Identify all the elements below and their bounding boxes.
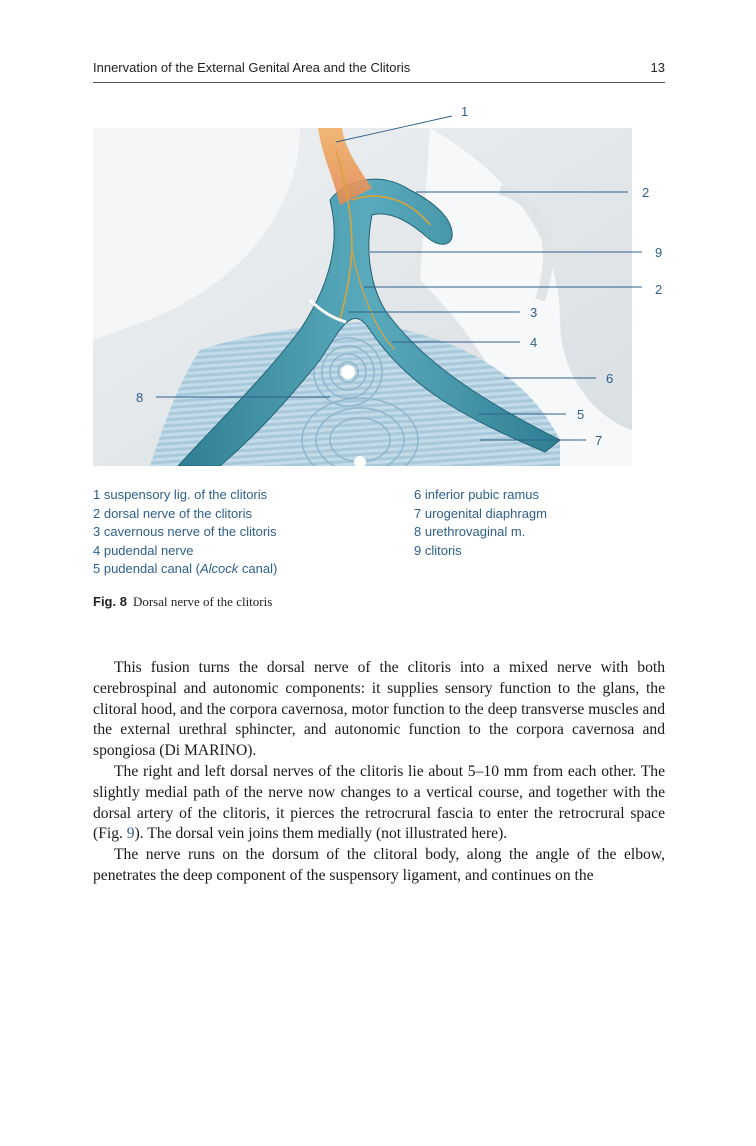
callout-4: 4 (530, 335, 538, 350)
body-text (93, 658, 665, 887)
legend-item-4: 4 pudendal nerve (93, 542, 194, 558)
legend-item-9: 9 clitoris (414, 542, 462, 558)
figure-caption (93, 594, 272, 610)
paragraph-2: The right and left dorsal nerves of the clitoris lie about 5–10 mm from each other. The slightly medial path of the nerve now changes to a vertical course, and together with the dorsal artery of the clitoris, it pierces the retrocrural fascia to enter the retrocrural space (Fig. 9). The dorsal vein joins them medially (not illustrated here). (93, 762, 665, 843)
page-number: 13 (650, 60, 665, 75)
legend-item-5: 5 pudendal canal (Alcock canal) (93, 561, 278, 576)
callout-3: 3 (530, 305, 538, 320)
paragraph-3: The nerve runs on the dorsum of the clitoral body, along the angle of the elbow, penetrates the deep component of the suspensory ligament, and continues on the (93, 846, 665, 884)
figure-number: Fig. 8 (93, 594, 127, 609)
legend-item-1: 1 suspensory lig. of the clitoris (93, 487, 268, 502)
figure-reference-link[interactable]: 9 (126, 825, 135, 843)
legend-item-3: 3 cavernous nerve of the clitoris (93, 524, 277, 539)
callout-2-upper: 2 (642, 185, 650, 200)
figure-legend-right (414, 486, 547, 560)
legend-item-2: 2 dorsal nerve of the clitoris (93, 505, 252, 521)
figure-caption-text: Dorsal nerve of the clitoris (132, 594, 273, 609)
paragraph-1: This fusion turns the dorsal nerve of the clitoris into a mixed nerve with both cerebrospinal and autonomic components: it supplies sensory function to the glans, the clitoral hood, and the corpora cavernosa, motor function to the deep transverse muscles and the external urethral sphincter, and autonomic function to the corpora cavernosa and spongiosa (Di MARINO). (93, 659, 665, 760)
legend-item-6: 6 inferior pubic ramus (414, 487, 539, 502)
callout-7: 7 (595, 433, 603, 448)
callout-2-lower: 2 (655, 282, 663, 297)
callout-8: 8 (136, 390, 144, 405)
callout-9: 9 (655, 245, 663, 260)
legend-item-8: 8 urethrovaginal m. (414, 524, 526, 539)
legend-italic-alcock: Alcock (199, 561, 239, 576)
callout-6: 6 (606, 371, 614, 386)
callout-5: 5 (577, 407, 585, 422)
callout-1: 1 (461, 104, 469, 119)
anatomy-illustration (0, 0, 756, 480)
figure-legend-left (93, 486, 277, 579)
running-title: Innervation of the External Genital Area and the Clitoris (93, 60, 411, 75)
legend-item-7: 7 urogenital diaphragm (414, 505, 547, 521)
